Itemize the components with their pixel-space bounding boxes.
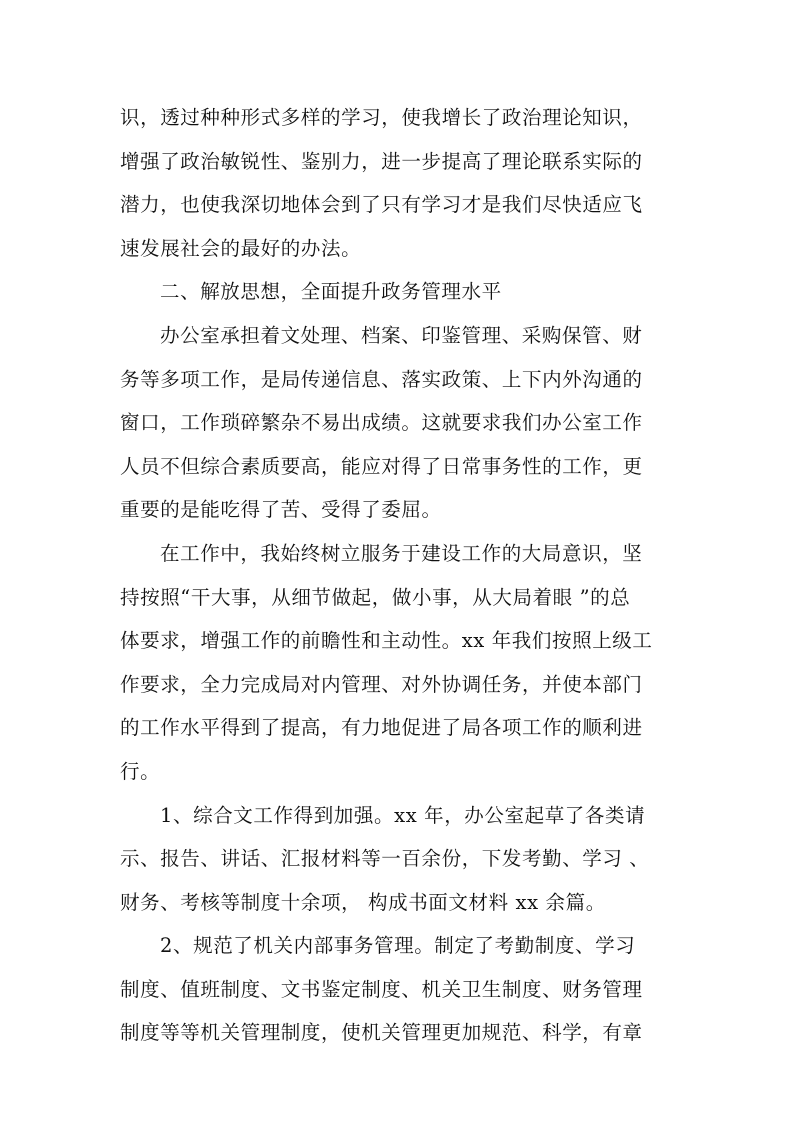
text-line: 财务、考核等制度十余项， 构成书面文材料 xx 余篇。 [120,890,606,914]
text-line: 作要求，全力完成局对内管理、对外协调任务，并使本部门 [120,672,643,696]
text-line: 2、规范了机关内部事务管理。制定了考勤制度、学习 [160,934,636,958]
text-line: 行。 [120,759,161,783]
document-body [120,96,685,1055]
text-line: 人员不但综合素质要高，能应对得了日常事务性的工作，更 [120,454,643,478]
text-line: 的工作水平得到了提高，有力地促进了局各项工作的顺利进 [120,716,643,740]
text-line: 速发展社会的最好的办法。 [120,236,362,260]
text-line: 体要求，增强工作的前瞻性和主动性。xx 年我们按照上级工 [120,629,653,653]
text-line: 在工作中，我始终树立服务于建设工作的大局意识，坚 [160,541,643,565]
text-line: 重要的是能吃得了苦、受得了委屈。 [120,498,442,522]
section-heading: 二、解放思想，全面提升政务管理水平 [160,280,502,304]
text-line: 窗口，工作琐碎繁杂不易出成绩。这就要求我们办公室工作 [120,411,643,435]
text-line: 示、报告、讲话、汇报材料等一百余份，下发考勤、学习 、 [120,847,650,871]
text-line: 制度、值班制度、文书鉴定制度、机关卫生制度、财务管理 [120,977,643,1001]
text-line: 潜力，也使我深切地体会到了只有学习才是我们尽快适应飞 [120,193,643,217]
text-line: 1、综合文工作得到加强。xx 年，办公室起草了各类请 [160,803,646,827]
text-line: 务等多项工作，是局传递信息、落实政策、上下内外沟通的 [120,367,643,391]
text-line: 增强了政治敏锐性、鉴别力，进一步提高了理论联系实际的 [120,149,643,173]
text-line: 持按照“干大事，从细节做起，做小事，从大局着眼 ”的总 [120,585,631,609]
text-line: 办公室承担着文处理、档案、印鉴管理、采购保管、财 [160,323,643,347]
text-line: 识，透过种种形式多样的学习，使我增长了政治理论知识， [120,106,643,129]
text-line: 制度等等机关管理制度，使机关管理更加规范、科学，有章 [120,1021,643,1045]
